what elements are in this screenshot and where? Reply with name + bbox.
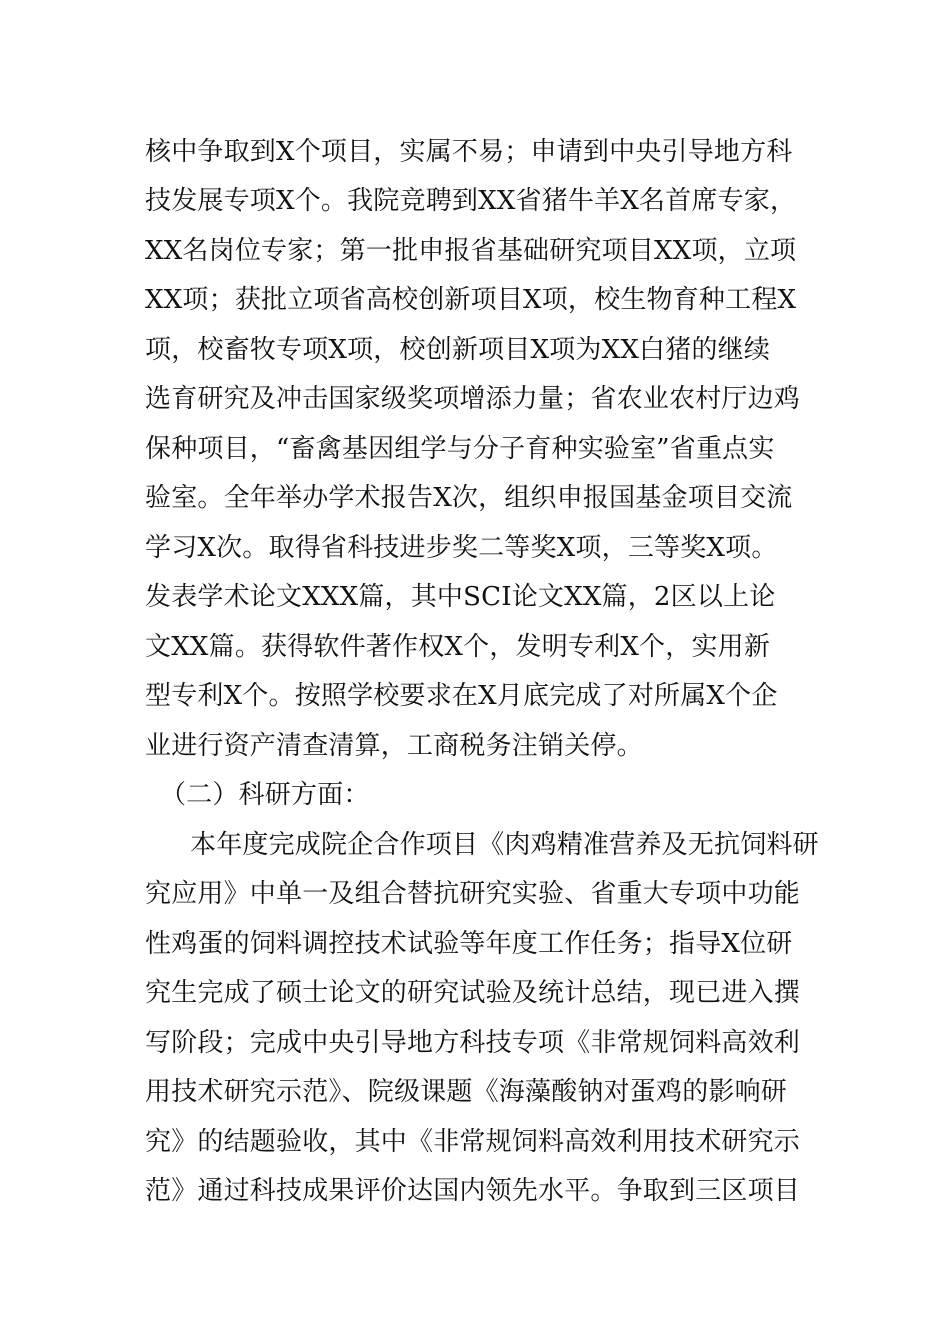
text-line: 范》通过科技成果评价达国内领先水平。争取到三区项目 — [145, 1176, 801, 1206]
text-line: 写阶段；完成中央引导地方科技专项《非常规饲料高效利 — [145, 1028, 801, 1058]
text-line: 究生完成了硕士论文的研究试验及统计总结，现已进入撰 — [145, 978, 801, 1008]
text-line: 技发展专项X个。我院竞聘到XX省猪牛羊X名首席专家， — [145, 186, 797, 216]
section-heading: （二）科研方面： — [160, 780, 370, 810]
text-line: 本年度完成院企合作项目《肉鸡精准营养及无抗饲料研 — [190, 830, 819, 860]
text-line: 项，校畜牧专项X项，校创新项目X项为XX白猪的继续 — [145, 335, 771, 365]
text-line: XX项；获批立项省高校创新项目X项，校生物育种工程X — [145, 285, 797, 315]
text-line: 选育研究及冲击国家级奖项增添力量；省农业农村厅边鸡 — [145, 384, 801, 414]
text-line: 性鸡蛋的饲料调控技术试验等年度工作任务；指导X位研 — [145, 929, 793, 959]
text-line: 用技术研究示范》、院级课题《海藻酸钠对蛋鸡的影响研 — [145, 1077, 788, 1107]
text-line: 究应用》中单一及组合替抗研究实验、省重大专项中功能 — [145, 879, 801, 909]
text-line: 发表学术论文XXX篇，其中SCI论文XX篇，2区以上论 — [145, 582, 776, 612]
text-line: 型专利X个。按照学校要求在X月底完成了对所属X个企 — [145, 681, 778, 711]
text-line: 验室。全年举办学术报告X次，组织申报国基金项目交流 — [145, 483, 793, 513]
text-line: 学习X次。取得省科技进步奖二等奖X项，三等奖X项。 — [145, 533, 778, 563]
text-line: 保种项目，“畜禽基因组学与分子育种实验室”省重点实 — [145, 434, 775, 464]
text-line: 究》的结题验收，其中《非常规饲料高效利用技术研究示 — [145, 1127, 801, 1157]
text-line: 核中争取到X个项目，实属不易；申请到中央引导地方科 — [145, 137, 793, 167]
text-line: 文XX篇。获得软件著作权X个，发明专利X个，实用新 — [145, 632, 771, 662]
text-line: XX名岗位专家；第一批申报省基础研究项目XX项，立项 — [145, 236, 797, 266]
text-line: 业进行资产清查清算，工商税务注销关停。 — [145, 731, 643, 761]
